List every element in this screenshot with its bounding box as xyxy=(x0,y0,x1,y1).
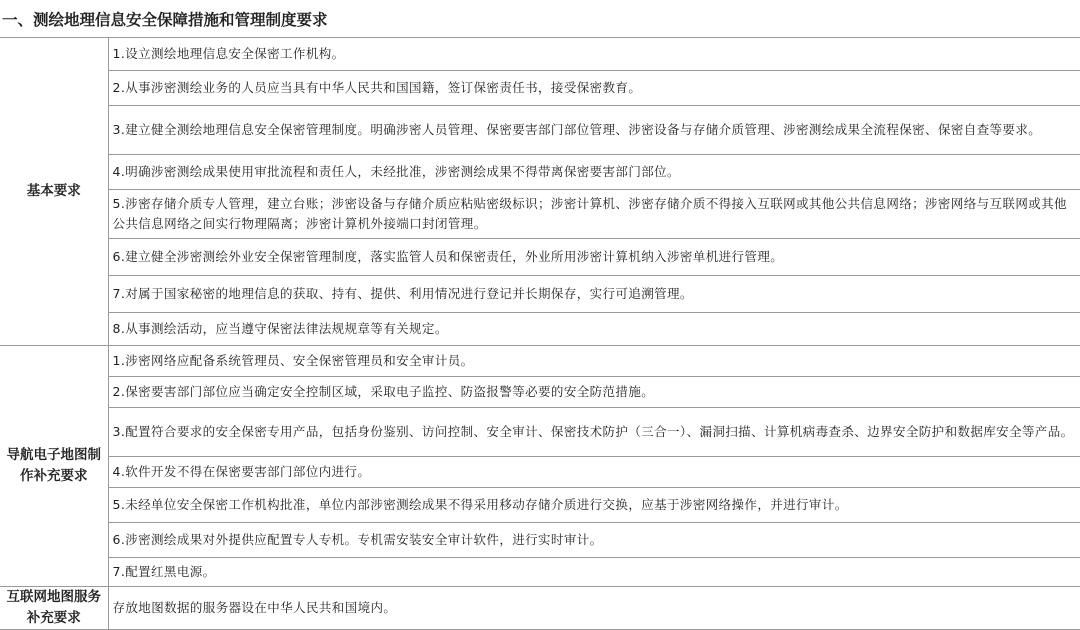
table-row xyxy=(0,457,1080,488)
table-row xyxy=(0,558,1080,587)
requirement-item: 5.涉密存储介质专人管理，建立台账；涉密设备与存储介质应粘贴密级标识；涉密计算机、涉密存储介质不得接入互联网或其他公共信息网络；涉密网络与互联网或其他公共信息网络之间实行物理隔离；涉密计算机外接端口封闭管理。 xyxy=(108,190,1080,239)
requirement-item: 6.涉密测绘成果对外提供应配置专人专机。专机需安装安全审计软件，进行实时审计。 xyxy=(108,523,1080,558)
requirement-item: 3.配置符合要求的安全保密专用产品，包括身份鉴别、访问控制、安全审计、保密技术防护（三合一）、漏洞扫描、计算机病毒查杀、边界安全防护和数据库安全等产品。 xyxy=(108,408,1080,457)
category-navigation-map: 导航电子地图制作补充要求 xyxy=(0,346,108,587)
table-row xyxy=(0,523,1080,558)
requirement-item: 4.明确涉密测绘成果使用审批流程和责任人，未经批准，涉密测绘成果不得带离保密要害部门部位。 xyxy=(108,155,1080,190)
table-row xyxy=(0,587,1080,630)
category-internet-map: 互联网地图服务补充要求 xyxy=(0,587,108,630)
table-row xyxy=(0,313,1080,346)
table-row xyxy=(0,408,1080,457)
requirement-item: 7.配置红黑电源。 xyxy=(108,558,1080,587)
table-row xyxy=(0,106,1080,155)
requirement-item: 3.建立健全测绘地理信息安全保密管理制度。明确涉密人员管理、保密要害部门部位管理、涉密设备与存储介质管理、涉密测绘成果全流程保密、保密自查等要求。 xyxy=(108,106,1080,155)
table-row xyxy=(0,71,1080,106)
document-title: 一、测绘地理信息安全保障措施和管理制度要求 xyxy=(0,0,1080,38)
title-row xyxy=(0,0,1080,38)
table-row xyxy=(0,346,1080,377)
category-basic: 基本要求 xyxy=(0,38,108,346)
table-row xyxy=(0,488,1080,523)
requirement-item: 6.建立健全涉密测绘外业安全保密管理制度，落实监管人员和保密责任，外业所用涉密计算机纳入涉密单机进行管理。 xyxy=(108,239,1080,276)
table-row xyxy=(0,190,1080,239)
requirement-item: 5.未经单位安全保密工作机构批准，单位内部涉密测绘成果不得采用移动存储介质进行交换，应基于涉密网络操作，并进行审计。 xyxy=(108,488,1080,523)
requirement-item: 存放地图数据的服务器设在中华人民共和国境内。 xyxy=(108,587,1080,630)
table-row xyxy=(0,276,1080,313)
requirement-item: 8.从事测绘活动，应当遵守保密法律法规规章等有关规定。 xyxy=(108,313,1080,346)
requirement-item: 7.对属于国家秘密的地理信息的获取、持有、提供、利用情况进行登记并长期保存，实行可追溯管理。 xyxy=(108,276,1080,313)
requirement-item: 1.涉密网络应配备系统管理员、安全保密管理员和安全审计员。 xyxy=(108,346,1080,377)
table-row xyxy=(0,155,1080,190)
table-row xyxy=(0,38,1080,71)
table-row xyxy=(0,239,1080,276)
table-row xyxy=(0,377,1080,408)
requirement-item: 2.保密要害部门部位应当确定安全控制区域，采取电子监控、防盗报警等必要的安全防范措施。 xyxy=(108,377,1080,408)
requirement-item: 1.设立测绘地理信息安全保密工作机构。 xyxy=(108,38,1080,71)
requirement-item: 2.从事涉密测绘业务的人员应当具有中华人民共和国国籍，签订保密责任书，接受保密教育。 xyxy=(108,71,1080,106)
requirement-item: 4.软件开发不得在保密要害部门部位内进行。 xyxy=(108,457,1080,488)
